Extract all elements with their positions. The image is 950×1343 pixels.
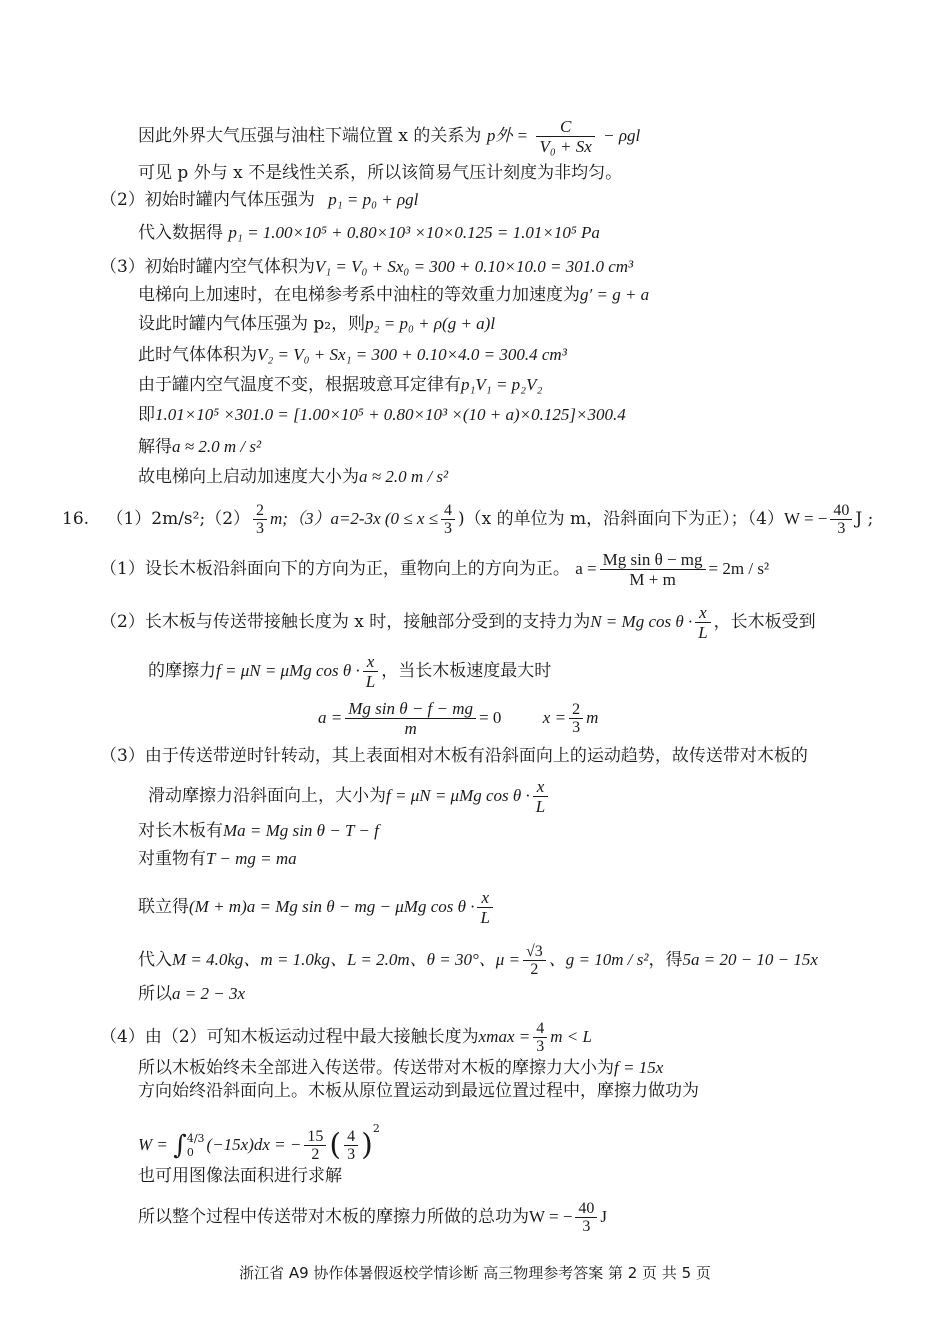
text-line: 设此时罐内气体压强为 p₂，则p₂ = p₀ + ρ(g + a)l (138, 314, 496, 334)
text-line: 对长木板有Ma = Mg sin θ − T − f (138, 821, 379, 841)
text-line: 方向始终沿斜面向上。木板从原位置运动到最远位置过程中，摩擦力做功为 (138, 1081, 699, 1101)
text-line: 所以整个过程中传送带对木板的摩擦力所做的总功为W = − $\frac{40}{3}$ J (138, 1200, 608, 1235)
text-line: 所以木板始终未全部进入传送带。传送带对木板的摩擦力大小为f = 15x (138, 1058, 664, 1078)
formula: p₁ = 1.00×10⁵ + 0.80×10³ ×10×0.125 = 1.01×10⁵ Pa (228, 223, 600, 242)
formula: p₁ = p₀ + ρgl (328, 190, 419, 209)
formula: p₂ = p₀ + ρ(g + a)l (365, 314, 496, 333)
page-footer: 浙江省 A9 协作体暑假返校学情诊断 高三物理参考答案 第 2 页 共 5 页 (239, 1264, 711, 1282)
text-line: 对重物有T − mg = ma (138, 849, 297, 869)
formula: V₁ = V₀ + Sx₀ = 300 + 0.10×10.0 = 301.0 cm³ (314, 257, 634, 276)
text-line: 滑动摩擦力沿斜面向上，大小为f = μN = μMg cos θ · $\frac{x}{L}$ (148, 777, 551, 816)
text-line: 由于罐内空气温度不变，根据玻意耳定律有p₁V₁ = p₂V₂ (138, 375, 543, 395)
text-line: （4）由（2）可知木板运动过程中最大接触长度为xmax = $\frac{4}{3}$ m < L (100, 1020, 592, 1055)
text-line: （2）初始时罐内气体压强为 p₁ = p₀ + ρgl (100, 190, 419, 210)
text-line: 此时气体体积为V₂ = V₀ + Sx₁ = 300 + 0.10×4.0 = 300.4 cm³ (138, 345, 567, 365)
text-line: 即1.01×10⁵ ×301.0 = [1.00×10⁵ + 0.80×10³ ×(10 + a)×0.125]×300.4 (138, 405, 626, 425)
text-line: 代入数据得 p₁ = 1.00×10⁵ + 0.80×10³ ×10×0.125 = 1.01×10⁵ Pa (138, 223, 600, 243)
text-line: 可见 p 外与 x 不是线性关系，所以该简易气压计刻度为非均匀。 (138, 163, 623, 183)
formula: 1.01×10⁵ ×301.0 = [1.00×10⁵ + 0.80×10³ ×(10 + a)×0.125]×300.4 (155, 405, 626, 424)
text-line: 解得a ≈ 2.0 m / s² (138, 437, 262, 457)
text-line: 所以a = 2 − 3x (138, 984, 245, 1004)
text-line: 代入M = 4.0kg、m = 1.0kg、L = 2.0m、θ = 30°、μ = $\frac{√3}{2}$ 、g = 10m / s²，得5a = 20 − 10 − 15x (138, 943, 818, 978)
formula: V₂ = V₀ + Sx₁ = 300 + 0.10×4.0 = 300.4 cm³ (257, 345, 567, 364)
text-line: a = $\frac{\text{Mg sin θ − f − mg}}{m}$ = 0 x = $\frac{2}{3}$ m (318, 699, 599, 738)
formula: a ≈ 2.0 m / s² (359, 467, 449, 486)
integral-line: W = ∫ 4/3 0 (−15x)dx = − $\frac{15}{2}$ ( $\frac{4}{3}$ )$^2$ (138, 1122, 380, 1163)
text-line: 联立得(M + m)a = Mg sin θ − mg − μMg cos θ · $\frac{x}{L}$ (138, 888, 496, 927)
question-16-answer: 16. （1）2m/s²;（2） $\frac{2}{3}$ m;（3）a=2-3x (0 ≤ x ≤ $\frac{4}{3}$ )（x 的单位为 m，沿斜面向下为正）；（4）W = − $\frac{40}{3}$ J ; (62, 502, 874, 537)
text-line: 的摩擦力f = μN = μMg cos θ · $\frac{x}{L}$ ，当长木板速度最大时 (148, 652, 552, 691)
text: 因此外界大气压强与油柱下端位置 x 的关系为 (138, 126, 482, 146)
text-line: 电梯向上加速时，在电梯参考系中油柱的等效重力加速度为g′ = g + a (138, 285, 650, 305)
formula: g′ = g + a (580, 285, 650, 304)
text-line (138, 117, 640, 156)
formula: p₁V₁ = p₂V₂ (461, 375, 543, 394)
text-line: （3）初始时罐内空气体积为V₁ = V₀ + Sx₀ = 300 + 0.10×10.0 = 301.0 cm³ (100, 257, 634, 277)
formula: a ≈ 2.0 m / s² (172, 437, 262, 456)
integral-symbol: ∫ (173, 1130, 187, 1161)
text-line: 故电梯向上启动加速度大小为a ≈ 2.0 m / s² (138, 467, 449, 487)
text-line: （1）设长木板沿斜面向下的方向为正，重物向上的方向为正。 a = $\frac{\text{Mg sin θ − mg}}{M + m}$ = 2m / s² (100, 550, 770, 589)
fraction: $\frac{C}{\text{V₀ + Sx}}$ (536, 117, 594, 156)
text-line: （2）长木板与传送带接触长度为 x 时，接触部分受到的支持力为N = Mg cos θ · $\frac{x}{L}$ ，长木板受到 (100, 603, 816, 642)
question-number: 16. (62, 509, 90, 529)
formula: − ρgl (603, 126, 641, 145)
text-line: （3）由于传送带逆时针转动，其上表面相对木板有沿斜面向上的运动趋势，故传送带对木板的 (100, 746, 808, 766)
formula: p外 = (486, 126, 529, 145)
text-line: 也可用图像法面积进行求解 (138, 1166, 342, 1186)
